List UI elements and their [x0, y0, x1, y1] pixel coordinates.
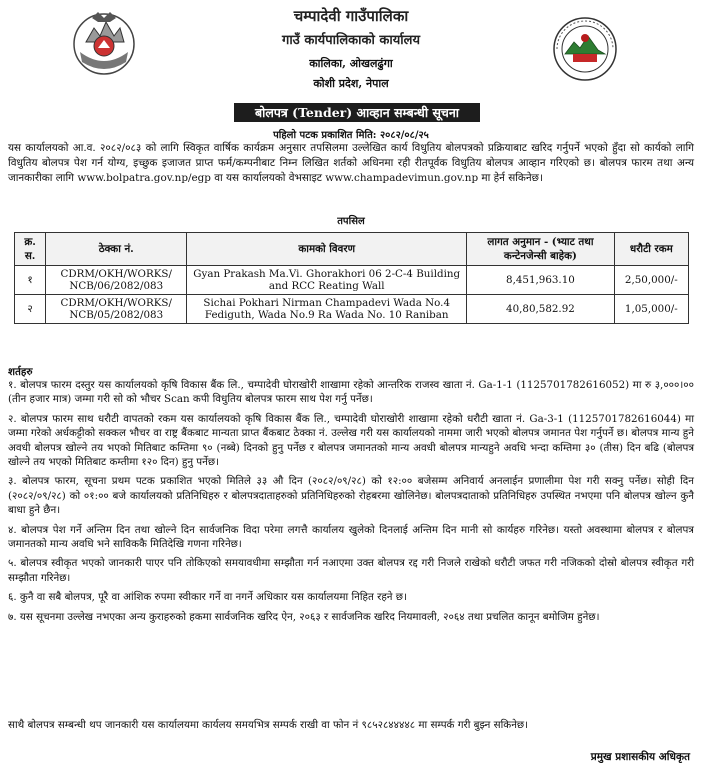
letterhead	[0, 0, 702, 100]
intro-paragraph: यस कार्यालयको आ.व. २०८२/०८३ को लागि स्विकृत वार्षिक कार्यक्रम अनुसार तपसिलमा उल्लेखित कार्य विधुतिय बोलपत्रको प्रक्रियाबाट खरिद गर्नुपर्ने भएको हुँदा सो कार्यको लागि विधुतिय बोलपत्र पेश गर्न योग्य, इच्छुक इजाजत प्राप्त फर्म/कम्पनीबाट निम्न लिखित शर्तको अधिनमा रही रीतपूर्वक विधुतिय बोलपत्र आव्हान गरिएको छ। बोलपत्र फारम तथा अन्य जानकारीका लागि www.bolpatra.gov.np/egp वा यस कार्यालयको वेभसाइट www.champadevimun.gov.np मा हेर्न सकिनेछ।	[8, 142, 694, 184]
cell-deposit: 1,05,000/-	[614, 295, 688, 324]
term-item: २. बोलपत्र फारम साथ धरौटी वापतको रकम यस कार्यालयको कृषि विकास बैंक लि., चम्पादेवी घोराखोरी शाखामा रहेको धरौटी खाता नं. Ga-3-1 (1125701782616044) मा जम्मा गरेको अर्धकट्टीको सक्कल भौचर वा राष्ट्र बैंकबाट मान्यता प्राप्त बैंकबाट ठेक्का नं. उल्लेख गरी यस कार्यालयको नाममा जारी भएको बोलपत्र जमानत पेश गर्नुपर्ने छ। बोलपत्र मान्य हुने अवधी बोलपत्र खोल्ने तय भएको मितिबाट कम्तिमा ९० (नब्बे) दिनको हुनु पर्नेछ र बोलपत्र जमानतको मान्य अवधी बोलपत्र मान्यहुने अवधि भन्दा कम्तिमा ३० (तीस) दिन बढि (बोलपत्र खोल्ने तय भएको मितिबाट कम्तीमा १२० दिन) हुनु पर्नेछ।	[8, 412, 694, 469]
cell-contract-no: CDRM/OKH/WORKS/ NCB/05/2082/083	[46, 295, 187, 324]
cell-sn: २	[15, 295, 46, 324]
office-name: गाउँ कार्यपालिकाको कार्यालय	[282, 33, 420, 48]
term-item: १. बोलपत्र फारम दस्तुर यस कार्यालयको कृषि विकास बैंक लि., चम्पादेवी घोराखोरी शाखामा रहेको आन्तरिक राजस्व खाता नं. Ga-1-1 (1125701782616052) मा रु ३,०००।०० (तीन हजार मात्र) जम्मा गरी सो को भौचर Scan कपी विधुतिय बोलपत्र फारम साथ पेश गर्नु पर्नेछ।	[8, 379, 694, 406]
table-header-row	[15, 233, 689, 266]
col-header-description: कामको विवरण	[187, 233, 467, 266]
term-item: ५. बोलपत्र स्वीकृत भएको जानकारी पाएर पनि तोकिएको समयावधीमा सम्झौता गर्न नआएमा उक्त बोलपत्र रद्द गरी निजले राखेको धरौटी जफत गरी नजिकको दोस्रो बोलपत्र स्वीकृत गरी सम्झौता गरिनेछ।	[8, 557, 694, 584]
col-header-sn: क्र. स.	[15, 233, 46, 266]
cell-cost: 8,451,963.10	[467, 266, 615, 295]
municipality-logo-icon	[552, 16, 618, 82]
details-heading: तपसिल	[337, 216, 365, 227]
terms-heading: शर्तहरु	[8, 366, 33, 378]
term-item: ४. बोलपत्र पेश गर्ने अन्तिम दिन तथा खोल्ने दिन सार्वजनिक विदा परेमा लगत्तै कार्यालय खुलेको दिनलाई अन्तिम दिन मानी सो कार्यहरु गरिनेछ। यस्तो अवस्थामा बोलपत्र र बोलपत्र जमानतको मान्य अवधि भने साविककै मितिदेखि गणना गरिनेछ।	[8, 523, 694, 551]
table-row	[15, 266, 689, 295]
cell-contract-no: CDRM/OKH/WORKS/ NCB/06/2082/083	[46, 266, 187, 295]
tender-table	[14, 232, 689, 324]
col-header-contract-no: ठेक्का नं.	[46, 233, 187, 266]
terms-list	[8, 378, 694, 629]
publish-date: पहिलो पटक प्रकाशित मिति: २०८२/०८/२५	[273, 130, 429, 141]
term-item: ६. कुनै वा सबै बोलपत्र, पूरै वा आंशिक रुपमा स्वीकार गर्ने वा नगर्ने अधिकार यस कार्यालयमा निहित रहने छ।	[8, 591, 407, 604]
notice-title-banner: बोलपत्र (Tender) आव्हान सम्बन्धी सूचना	[234, 103, 480, 122]
col-header-cost-estimate: लागत अनुमान - (भ्याट तथा कन्टेनजेन्सी बाहेक)	[467, 233, 615, 266]
term-item: ३. बोलपत्र फारम, सूचना प्रथम पटक प्रकाशित भएको मितिले ३३ औ दिन (२०८२/०९/२८) को १२:०० बजेसम्म अनिवार्य अनलाईन प्रणालीमा पेश गरी सक्नु पर्नेछ। सोही दिन (२०८२/०९/२८) को ०१:०० बजे कार्यालयको प्रतिनिधिहरु र बोलपत्रदाताहरुको प्रतिनिधिहरुको रोहबरमा खोलिनेछ। बोलपत्रदाताको प्रतिनिधिहरु उपस्थित नभएमा पनि बोलपत्र खोल्न कुनै बाधा हुने छैन।	[8, 475, 695, 517]
signature-title: प्रमुख प्रशासकीय अधिकृत	[590, 751, 690, 763]
term-item: ७. यस सूचनमा उल्लेख नभएका अन्य कुराहरुको हकमा सार्वजनिक खरिद ऐन, २०६३ र सार्वजनिक खरिद नियमावली, २०६४ तथा प्रचलित कानून बमोजिम हुनेछ।	[8, 610, 600, 623]
col-header-deposit: धरौटी रकम	[614, 233, 688, 266]
cell-cost: 40,80,582.92	[467, 295, 615, 324]
cell-description: Gyan Prakash Ma.Vi. Ghorakhori 06 2-C-4 Building and RCC Reating Wall	[187, 266, 467, 295]
province-name: कोशी प्रदेश, नेपाल	[313, 77, 389, 90]
cell-sn: १	[15, 266, 46, 295]
closing-paragraph: साथै बोलपत्र सम्बन्धी थप जानकारी यस कार्यालयमा कार्यलय समयभित्र सम्पर्क राखी वा फोन नं ९८५२८४४४४८ मा सम्पर्क गरी बुझ्न सकिनेछ।	[8, 719, 529, 731]
cell-deposit: 2,50,000/-	[614, 266, 688, 295]
table-row	[15, 295, 689, 324]
office-address: कालिका, ओखलढुंगा	[309, 57, 393, 70]
municipality-name: चम्पादेवी गाउँपालिका	[293, 7, 409, 25]
cell-description: Sichai Pokhari Nirman Champadevi Wada No.4 Fediguth, Wada No.9 Ra Wada No. 10 Raniban	[187, 295, 467, 324]
